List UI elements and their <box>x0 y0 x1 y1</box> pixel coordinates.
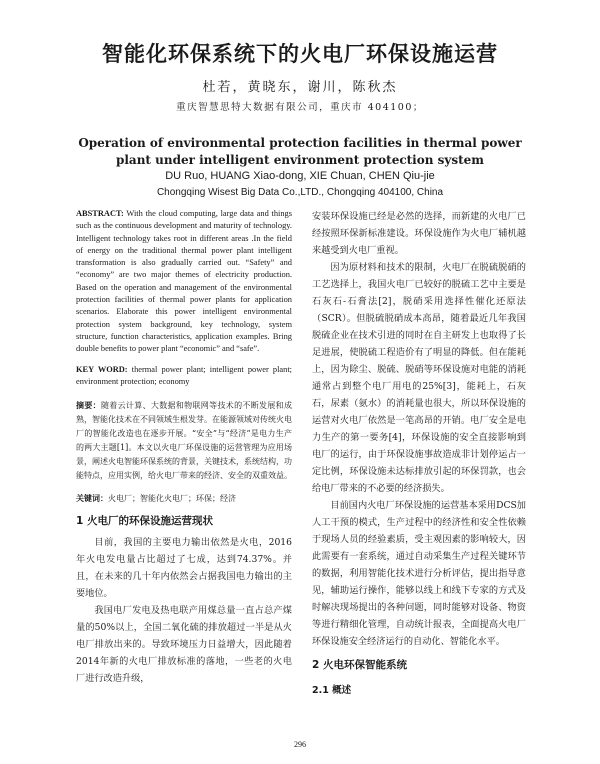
page-number: 296 <box>294 740 306 749</box>
right-paragraph-2: 因为原材料和技术的限制，火电厂在脱硫脱硝的工艺选择上，我国火电厂已较好的脱硫工艺中主要是石灰石-石膏法[2]，脱硝采用选择性催化还原法（SCR）。但脱硫脱硝成本高昂，随着最近几年我国脱硫企业在技术引进的同时在自主研发上也取得了长足进展，使脱硫工程造价有了明显的降低。但在能耗上，因为除尘、脱硫、脱硝等环保设施对电能的消耗通常占到整个电厂用电的25%[3]，能耗上，石灰石，尿素（氨水）的消耗量也很大，所以环保设施的运营对火电厂依然是一笔高昂的开销。电厂安全是电力生产的第一要务[4]，环保设施的安全直接影响到电厂的运行，由于环保设施事故造成非计划停运占一定比例，环保设施未达标排放引起的环保罚款，也会给电厂带来的不必要的经济损失。 <box>312 262 526 494</box>
keywords-en <box>76 364 292 389</box>
paper-title-cn: 智能化环保系统下的火电厂环保设施运营 <box>102 42 498 66</box>
abstract-cn <box>76 398 292 483</box>
right-paragraph-1: 安装环保设施已经是必然的选择，而新建的火电厂已经按照环保新标准建设。环保设施作为火电厂辅机越来越受到火电厂重视。 <box>312 211 526 256</box>
authors-cn: 杜若，黄晓东，谢川，陈秋杰 <box>202 80 398 95</box>
keywords-cn-label: 关键词： <box>76 493 108 504</box>
authors-en: DU Ruo, HUANG Xiao-dong, XIE Chuan, CHEN Qiu-jie <box>165 170 435 182</box>
affiliation-cn: 重庆智慧思特大数据有限公司，重庆市 404100； <box>176 102 424 113</box>
abstract-cn-label: 摘要： <box>76 400 101 411</box>
keywords-cn-text: 火电厂；智能化火电厂；环保；经济 <box>108 494 236 504</box>
right-column <box>312 208 526 696</box>
section-1-paragraph-1: 目前，我国的主要电力输出依然是火电，2016年火电发电量占比超过了七成，达到74.37%。并且，在未来的几十年内依然会占据我国电力输出的主要地位。 <box>76 537 292 600</box>
keywords-cn <box>76 491 292 506</box>
section-2-heading: 2 火电环保智能系统 <box>312 659 407 671</box>
abstract-cn-text: 随着云计算、大数据和物联网等技术的不断发展和成熟，智能化技术在不同领域生根发芽。在能源领域对传统火电厂的智能化改造也在逐步开展。“安全”与“经济”是电力生产的两大主题[1]。本文以火电厂环保设施的运营管理为应用场景，阐述火电智能环保系统的背景，关键技术，系统结构，功能特点，应用实例，给火电厂带来的经济、安全的双重效益。 <box>76 401 293 481</box>
section-1-heading: 1 火电厂的环保设施运营现状 <box>76 515 213 528</box>
abstract-en-text: With the cloud computing, large data and things such as the continuous development and maturity of technology. Intelligent technology takes root in different areas .In the field of energy on the traditional thermal power plant intelligent transformation is also gradually carried out. “Safety” and “economy” are two major themes of electricity production. Based on the operation and management of the environmental protection facilities of thermal power plants for application scenarios. Elaborate this power intelligent environmental protection system background, key technology, system structure, function characteristics, application examples. Bring double benefits to power plant “economic” and “safe”. <box>76 209 292 354</box>
abstract-en-label: ABSTRACT: <box>76 209 124 218</box>
right-paragraph-3: 目前国内火电厂环保设施的运营基本采用DCS加人工干预的模式，生产过程中的经济性和安全性依赖于现场人员的经验素质，受主观因素的影响较大，因此需要有一套系统，通过自动采集生产过程关键环节的数据，利用智能化技术进行分析评估，提出指导意见，辅助运行操作，能够以线上和线下专家的方式及时解决现场提出的各种问题，同时能够对设备、物资等进行精细化管理，自动统计报表，全面提高火电厂环保设施安全经济运行的自动化、智能化水平。 <box>312 500 526 647</box>
keywords-en-label: KEY WORD: <box>76 364 128 374</box>
section-1-paragraph-2: 我国电厂发电及热电联产用煤总量一直占总产煤量的50%以上，全国二氧化硫的排放超过一半是从火电厂排放出来的。导致环境压力日益增大，因此随着2014年新的火电厂排放标准的落地，一些老的火电厂进行改造升级， <box>76 605 292 685</box>
abstract-en <box>76 208 292 356</box>
affiliation-en: Chongqing Wisest Big Data Co.,LTD., Chongqing 404100, China <box>156 187 444 198</box>
keywords-en-text: thermal power plant; intelligent power plant; environment protection; economy <box>76 364 292 386</box>
paper-title-en: Operation of environmental protection facilities in thermal power plant under intelligent environment protection system <box>78 136 522 167</box>
left-column <box>76 208 292 687</box>
section-2-1-heading: 2.1 概述 <box>312 685 352 696</box>
